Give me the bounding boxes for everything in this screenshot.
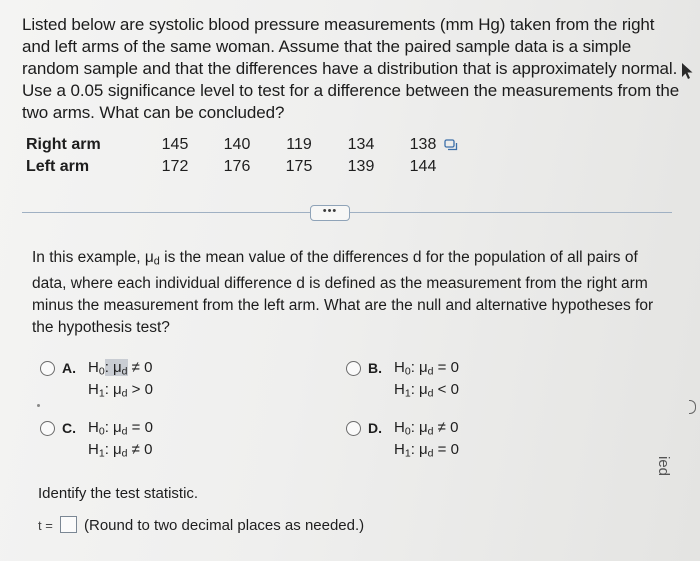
edge-text: ied [655, 456, 672, 477]
option-b-alt-hypothesis: $H_1$: $\mu_d < 0$ [394, 381, 459, 400]
table-cell: 140 [223, 136, 251, 153]
table-row [26, 156, 454, 178]
option-c[interactable] [40, 417, 240, 463]
option-b[interactable] [346, 357, 546, 403]
example-part2: is the mean value of the differences d for the population of all pairs of data, where each individual difference d is defined as the measurement from the right arm minus the measurement from the left arm. What are the null and alternative hypotheses for the hypothesis test? [32, 249, 654, 336]
table-cell: 172 [161, 158, 189, 175]
option-b-radio[interactable] [346, 361, 361, 376]
option-c-alt-hypothesis: $H_1$: $\mu_d \ne 0$ [88, 441, 153, 460]
option-d-letter: D. [368, 420, 382, 436]
option-c-letter: C. [62, 420, 76, 436]
option-d-radio[interactable] [346, 421, 361, 436]
example-part1: In this example, μ [32, 249, 154, 266]
edge-fragment [689, 400, 696, 414]
row-label: Left arm [26, 158, 90, 175]
option-d-null-hypothesis: $H_0$: $\mu_d \ne 0$ [394, 419, 459, 438]
option-c-null-hypothesis: $H_0$: $\mu_d = 0$ [88, 419, 153, 438]
table-cell: 134 [347, 136, 375, 153]
option-b-null-hypothesis: $H_0$: $\mu_d = 0$ [394, 359, 459, 378]
option-a-null-hypothesis: $H_0$: $\mu_d \ne 0$ [88, 359, 153, 378]
t-statistic-input[interactable] [60, 516, 77, 533]
table-cell: 119 [286, 136, 312, 153]
mouse-cursor-icon [680, 62, 696, 80]
option-a-letter: A. [62, 360, 76, 376]
table-row [26, 134, 454, 156]
table-cell: 175 [285, 158, 313, 175]
example-mu-subscript: d [153, 255, 160, 268]
question-text: Listed below are systolic blood pressure measurements (mm Hg) taken from the right and left arms of the same woman. Assume that the paired sample data is a simple random sample and that the differences have a distribution that is approximately normal. Use a 0.05 significance level to test for a difference between the measurements from the two arms. What can be concluded? [22, 15, 680, 122]
option-b-letter: B. [368, 360, 382, 376]
option-a-radio[interactable] [40, 361, 55, 376]
expand-more-button[interactable]: ••• [310, 205, 350, 221]
example-text [32, 247, 672, 339]
rounding-hint: (Round to two decimal places as needed.) [84, 517, 365, 534]
stray-dot [37, 404, 40, 407]
copy-data-icon[interactable] [444, 139, 458, 151]
t-label: t = [38, 518, 53, 533]
table-cell: 144 [409, 158, 437, 175]
table-cell: 138 [409, 136, 437, 153]
table-cell: 145 [161, 136, 189, 153]
table-cell: 176 [223, 158, 251, 175]
option-d-alt-hypothesis: $H_1$: $\mu_d = 0$ [394, 441, 459, 460]
data-table [26, 134, 454, 178]
option-d[interactable] [346, 417, 546, 463]
option-a[interactable] [40, 357, 240, 403]
option-c-radio[interactable] [40, 421, 55, 436]
row-label: Right arm [26, 136, 101, 153]
option-a-alt-hypothesis: $H_1$: $\mu_d > 0$ [88, 381, 153, 400]
identify-prompt: Identify the test statistic. [38, 485, 199, 502]
table-cell: 139 [347, 158, 375, 175]
